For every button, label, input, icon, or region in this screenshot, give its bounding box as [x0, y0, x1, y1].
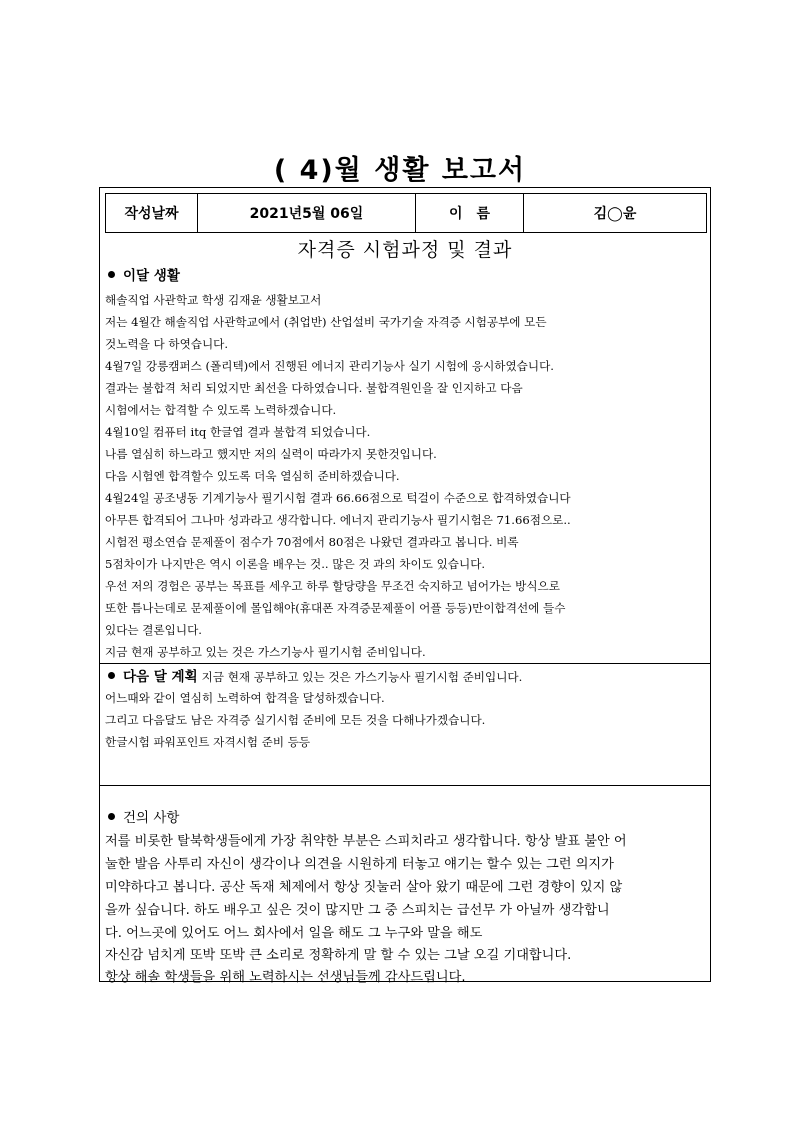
monthly-line-17: 지금 현재 공부하고 있는 것은 가스기능사 필기시험 준비입니다. [105, 645, 426, 659]
suggestion-line-1: 저를 비롯한 탈북학생들에게 가장 취약한 부분은 스피치라고 생각합니다. 항상 발표 불안 어 [105, 834, 627, 849]
bullet-icon [108, 271, 115, 278]
header-row [105, 193, 707, 233]
name-label [416, 194, 524, 232]
next-plan-line-3: 한글시험 파워포인트 자격시험 준비 등등 [105, 735, 311, 749]
date-label: 작성날짜 [106, 194, 198, 232]
monthly-line-3: 것노력을 다 하엿습니다. [105, 337, 229, 351]
suggestion-line-4: 을까 싶습니다. 하도 배우고 싶은 것이 많지만 그 중 스피치는 급선무 가 아닐까 생각합니 [105, 903, 610, 918]
next-plan-line-2: 그리고 다음달도 남은 자격증 실기시험 준비에 모든 것을 다해나가겠습니다. [105, 713, 486, 727]
date-value: 2021년5월 06일 [198, 194, 416, 232]
monthly-line-15: 또한 틈나는데로 문제풀이에 몰입해야(휴대폰 자격증문제풀이 어플 등등)만이합격선에 들수 [105, 601, 566, 615]
bullet-icon [108, 813, 115, 820]
report-frame [99, 187, 711, 985]
suggestion-line-3: 미약하다고 봅니다. 공산 독재 체제에서 항상 짓눌러 살아 왔기 때문에 그런 경향이 있지 않 [105, 880, 623, 895]
suggestion-line-7: 항상 해솔 학생들을 위해 노력하시는 선생님들께 감사드립니다. [105, 970, 466, 985]
monthly-line-16: 있다는 결론입니다. [105, 623, 202, 637]
monthly-line-13: 5점차이가 나지만은 역시 이론을 배우는 것.. 많은 것 과의 차이도 있습니다. [105, 557, 486, 571]
monthly-line-4: 4월7일 강릉캠퍼스 (폴리텍)에서 진행된 에너지 관리기능사 실기 시험에 응시하였습니다. [105, 359, 554, 373]
monthly-line-7: 4월10일 컴퓨터 itq 한글엽 결과 불합격 되었습니다. [105, 425, 371, 439]
monthly-line-5: 결과는 불합격 처리 되었지만 최선을 다하였습니다. 불합격원인을 잘 인지하고 다음 [105, 381, 523, 395]
suggestion-heading: 건의 사항 [108, 806, 179, 826]
suggestion-line-5: 다. 어느곳에 있어도 어느 회사에서 일을 해도 그 누구와 말을 해도 [105, 926, 483, 941]
next-plan-line-1: 어느때와 같이 열심히 노력하여 합격을 달성하겠습니다. [105, 691, 385, 705]
monthly-line-14: 우선 저의 경험은 공부는 목표를 세우고 하루 할당량을 무조건 숙지하고 넘어가는 방식으로 [105, 579, 560, 593]
monthly-line-2: 저는 4월간 해솔직업 사관학교에서 (취업반) 산업설비 국가기술 자격증 시험공부에 모든 [105, 315, 547, 329]
next-plan-inline: 지금 현재 공부하고 있는 것은 가스기능사 필기시험 준비입니다. [201, 670, 523, 684]
monthly-heading: 이달 생활 [108, 264, 180, 284]
monthly-line-11: 아무튼 합격되어 그나마 성과라고 생각합니다. 에너지 관리기능사 필기시험은 71.66점으로.. [105, 513, 571, 527]
page-title: ( 4)월 생활 보고서 [273, 155, 527, 186]
bullet-icon [108, 672, 115, 679]
name-label-part-2: 름 [476, 206, 491, 222]
name-value: 김◯윤 [593, 206, 637, 222]
monthly-line-8: 나름 열심히 하느라고 했지만 저의 실력이 따라가지 못한것입니다. [105, 447, 437, 461]
divider-1 [100, 663, 710, 664]
section-title: 자격증 시험과정 및 결과 [297, 239, 513, 261]
monthly-line-9: 다음 시험엔 합격할수 있도록 더욱 열심히 준비하겠습니다. [105, 469, 400, 483]
suggestion-line-6: 자신감 넘치게 또박 또박 큰 소리로 정확하게 말 할 수 있는 그날 오길 기대합니다. [105, 948, 572, 963]
report-body [100, 234, 710, 985]
monthly-line-1: 해솔직업 사관학교 학생 김재윤 생활보고서 [105, 293, 322, 307]
monthly-line-6: 시험에서는 합격할 수 있도록 노력하겠습니다. [105, 403, 337, 417]
monthly-line-10: 4월24일 공조냉동 기계기능사 필기시험 결과 66.66점으로 턱걸이 수준으로 합격하였습니다 [105, 491, 571, 505]
monthly-line-12: 시험전 평소연습 문제풀이 점수가 70점에서 80점은 나왔던 결과라고 봅니다. 비록 [105, 535, 519, 549]
name-label-part-1: 이 [448, 206, 463, 222]
suggestion-line-2: 눌한 발음 사투리 자신이 생각이나 의견을 시원하게 터놓고 얘기는 할수 있는 그런 의지가 [105, 857, 614, 872]
next-plan-heading: 다음 달 계획 지금 현재 공부하고 있는 것은 가스기능사 필기시험 준비입니다. [108, 665, 522, 685]
divider-2 [100, 785, 710, 786]
